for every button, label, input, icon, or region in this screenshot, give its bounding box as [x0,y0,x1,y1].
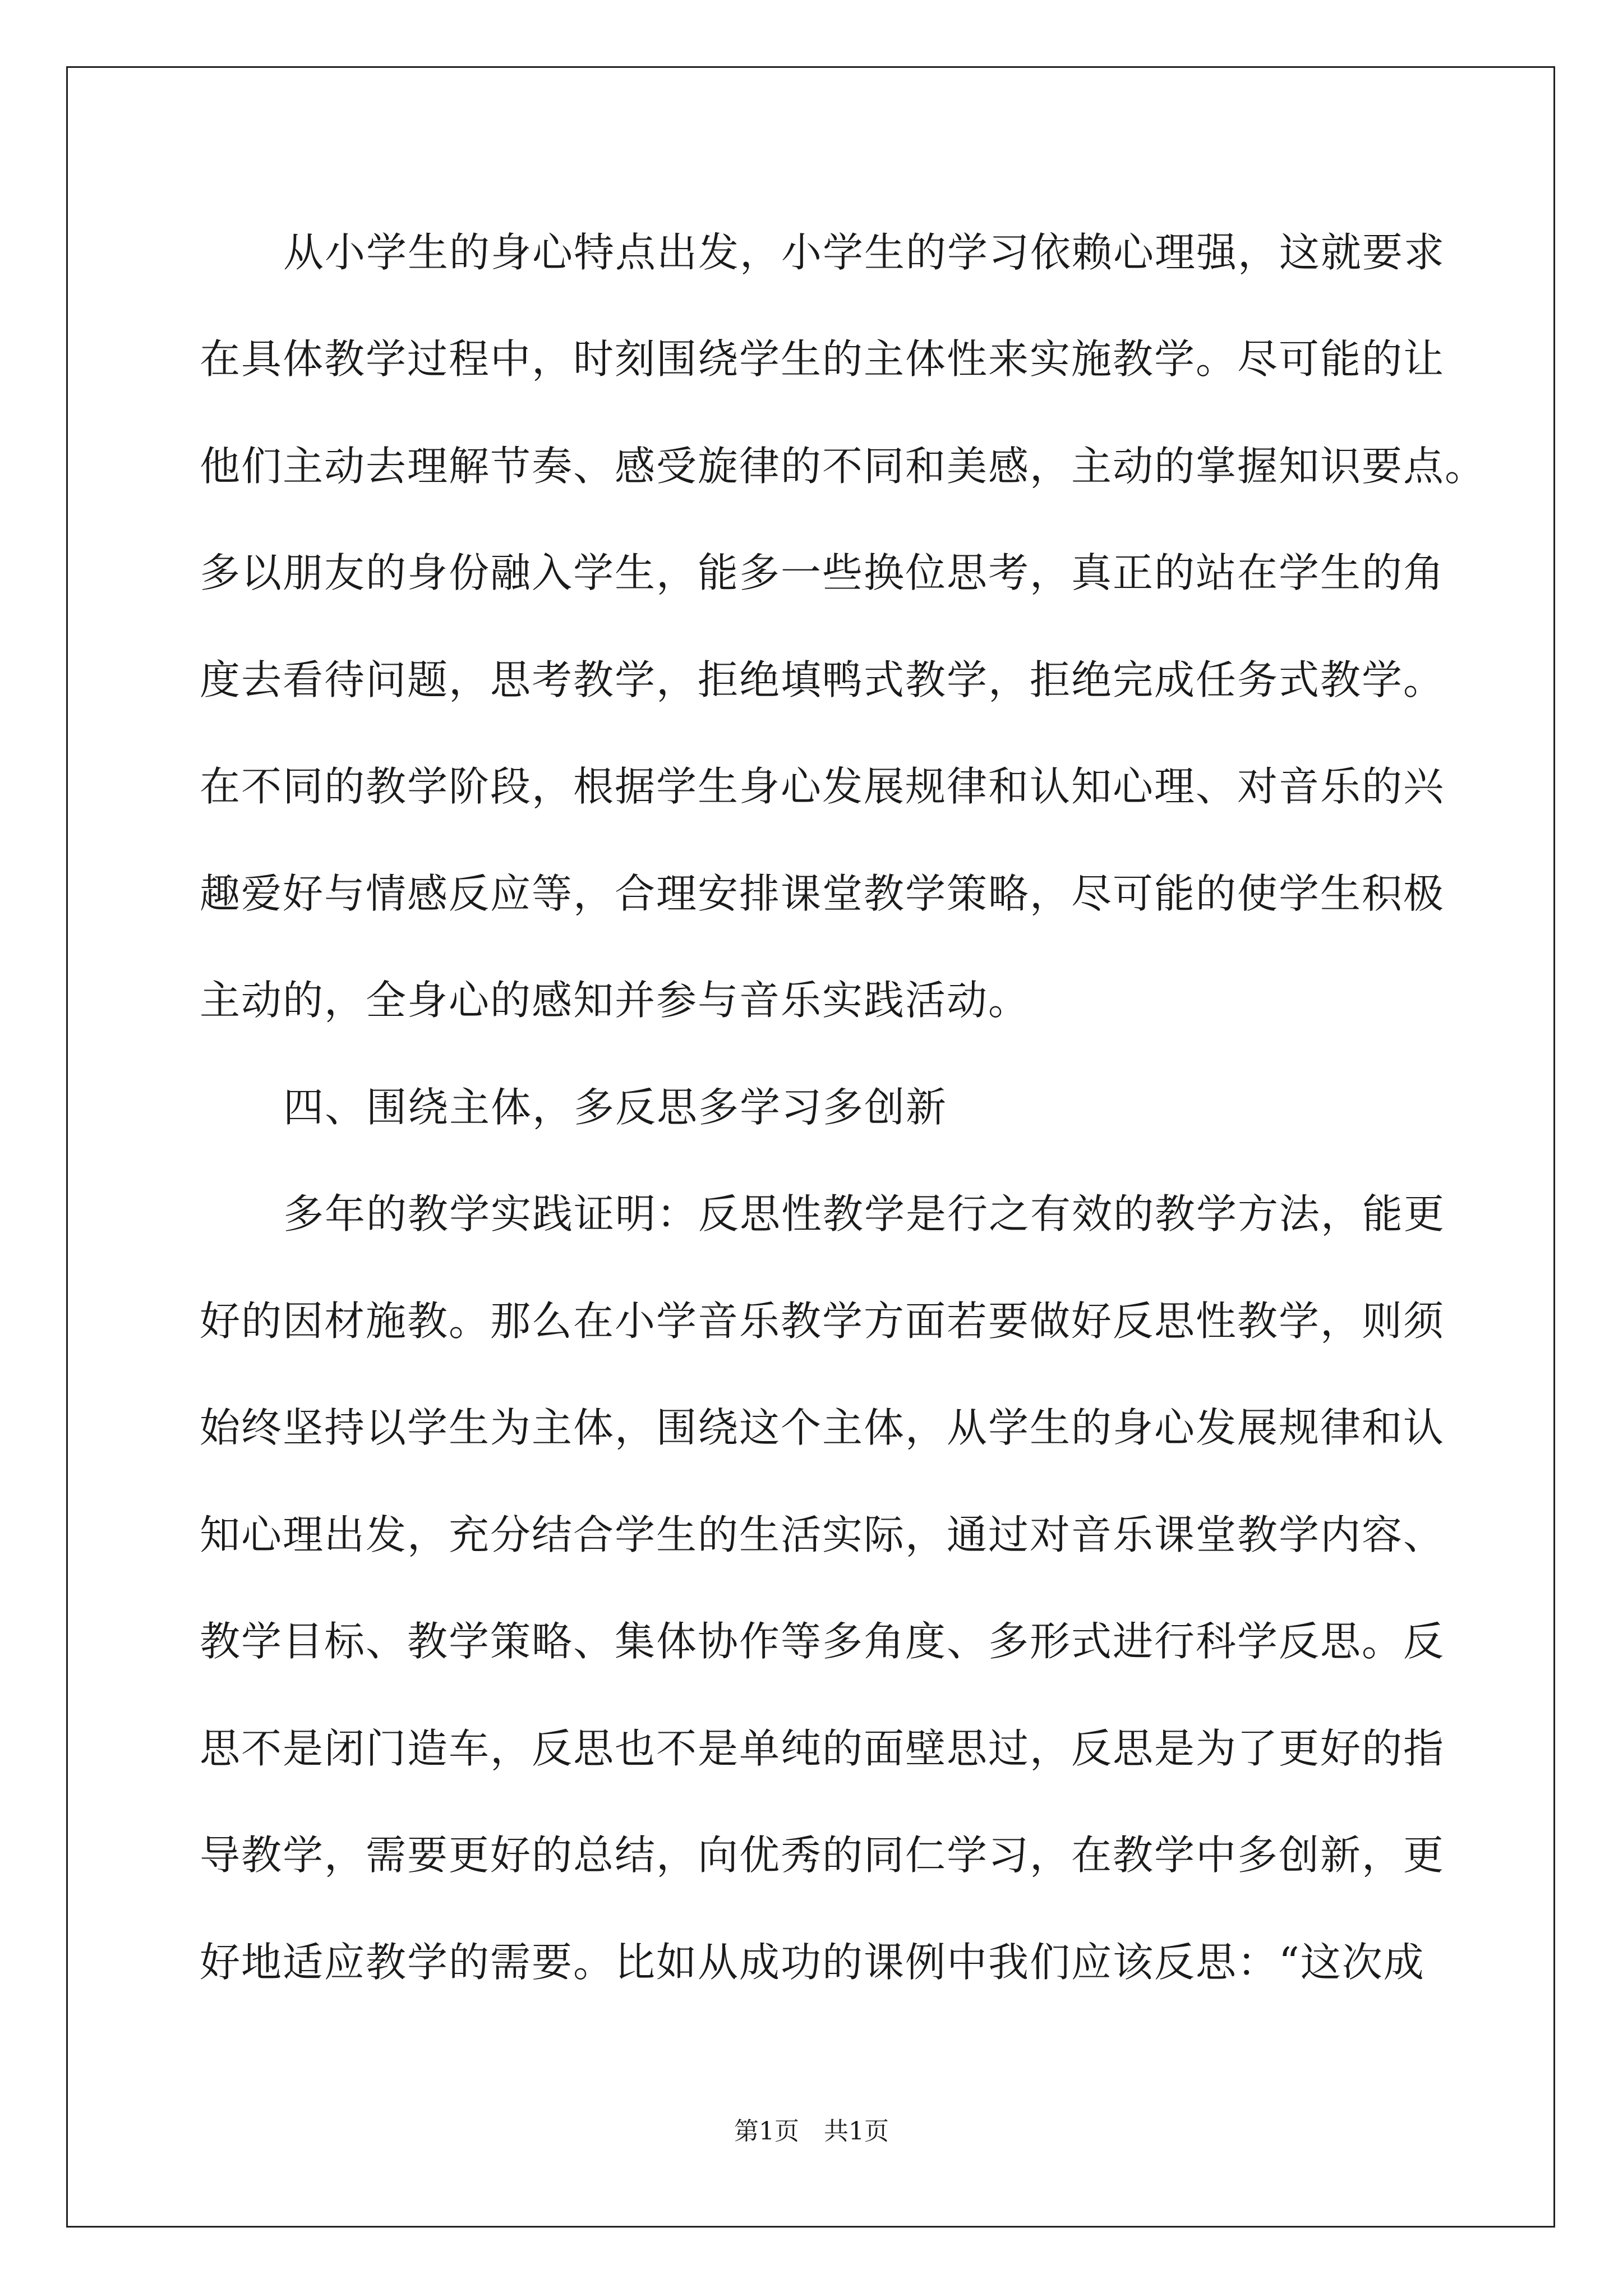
text-line: 多以朋友的身份融入学生，能多一些换位思考，真正的站在学生的角 [200,549,1445,596]
text-line: 知心理出发，充分结合学生的生活实际，通过对音乐课堂教学内容、 [200,1511,1445,1558]
text-line: 从小学生的身心特点出发，小学生的学习依赖心理强，这就要求 [283,229,1446,276]
text-line: 导教学，需要更好的总结，向优秀的同仁学习，在教学中多创新，更 [200,1832,1445,1879]
text-line: 教学目标、教学策略、集体协作等多角度、多形式进行科学反思。反 [200,1618,1445,1665]
text-line: 始终坚持以学生为主体，围绕这个主体，从学生的身心发展规律和认 [200,1404,1445,1451]
text-line: 好的因材施教。那么在小学音乐教学方面若要做好反思性教学，则须 [200,1297,1445,1345]
section-heading: 四、围绕主体，多反思多学习多创新 [283,1084,948,1131]
text-line: 他们主动去理解节奏、感受旋律的不同和美感，主动的掌握知识要点。 [200,443,1487,490]
text-line: 趣爱好与情感反应等，合理安排课堂教学策略，尽可能的使学生积极 [200,870,1445,917]
text-line: 在不同的教学阶段，根据学生身心发展规律和认知心理、对音乐的兴 [200,763,1445,810]
text-line: 在具体教学过程中，时刻围绕学生的主体性来实施教学。尽可能的让 [200,335,1445,383]
text-line: 主动的，全身心的感知并参与音乐实践活动。 [200,977,1030,1024]
text-line: 好地适应教学的需要。比如从成功的课例中我们应该反思：“这次成 [200,1939,1425,1986]
page-border [66,66,1555,2228]
page-number-footer: 第1页 共1页 [734,2117,889,2146]
text-line: 思不是闭门造车，反思也不是单纯的面壁思过，反思是为了更好的指 [200,1725,1445,1772]
text-line: 度去看待问题，思考教学，拒绝填鸭式教学，拒绝完成任务式教学。 [200,656,1445,703]
text-line: 多年的教学实践证明：反思性教学是行之有效的教学方法，能更 [283,1190,1446,1237]
